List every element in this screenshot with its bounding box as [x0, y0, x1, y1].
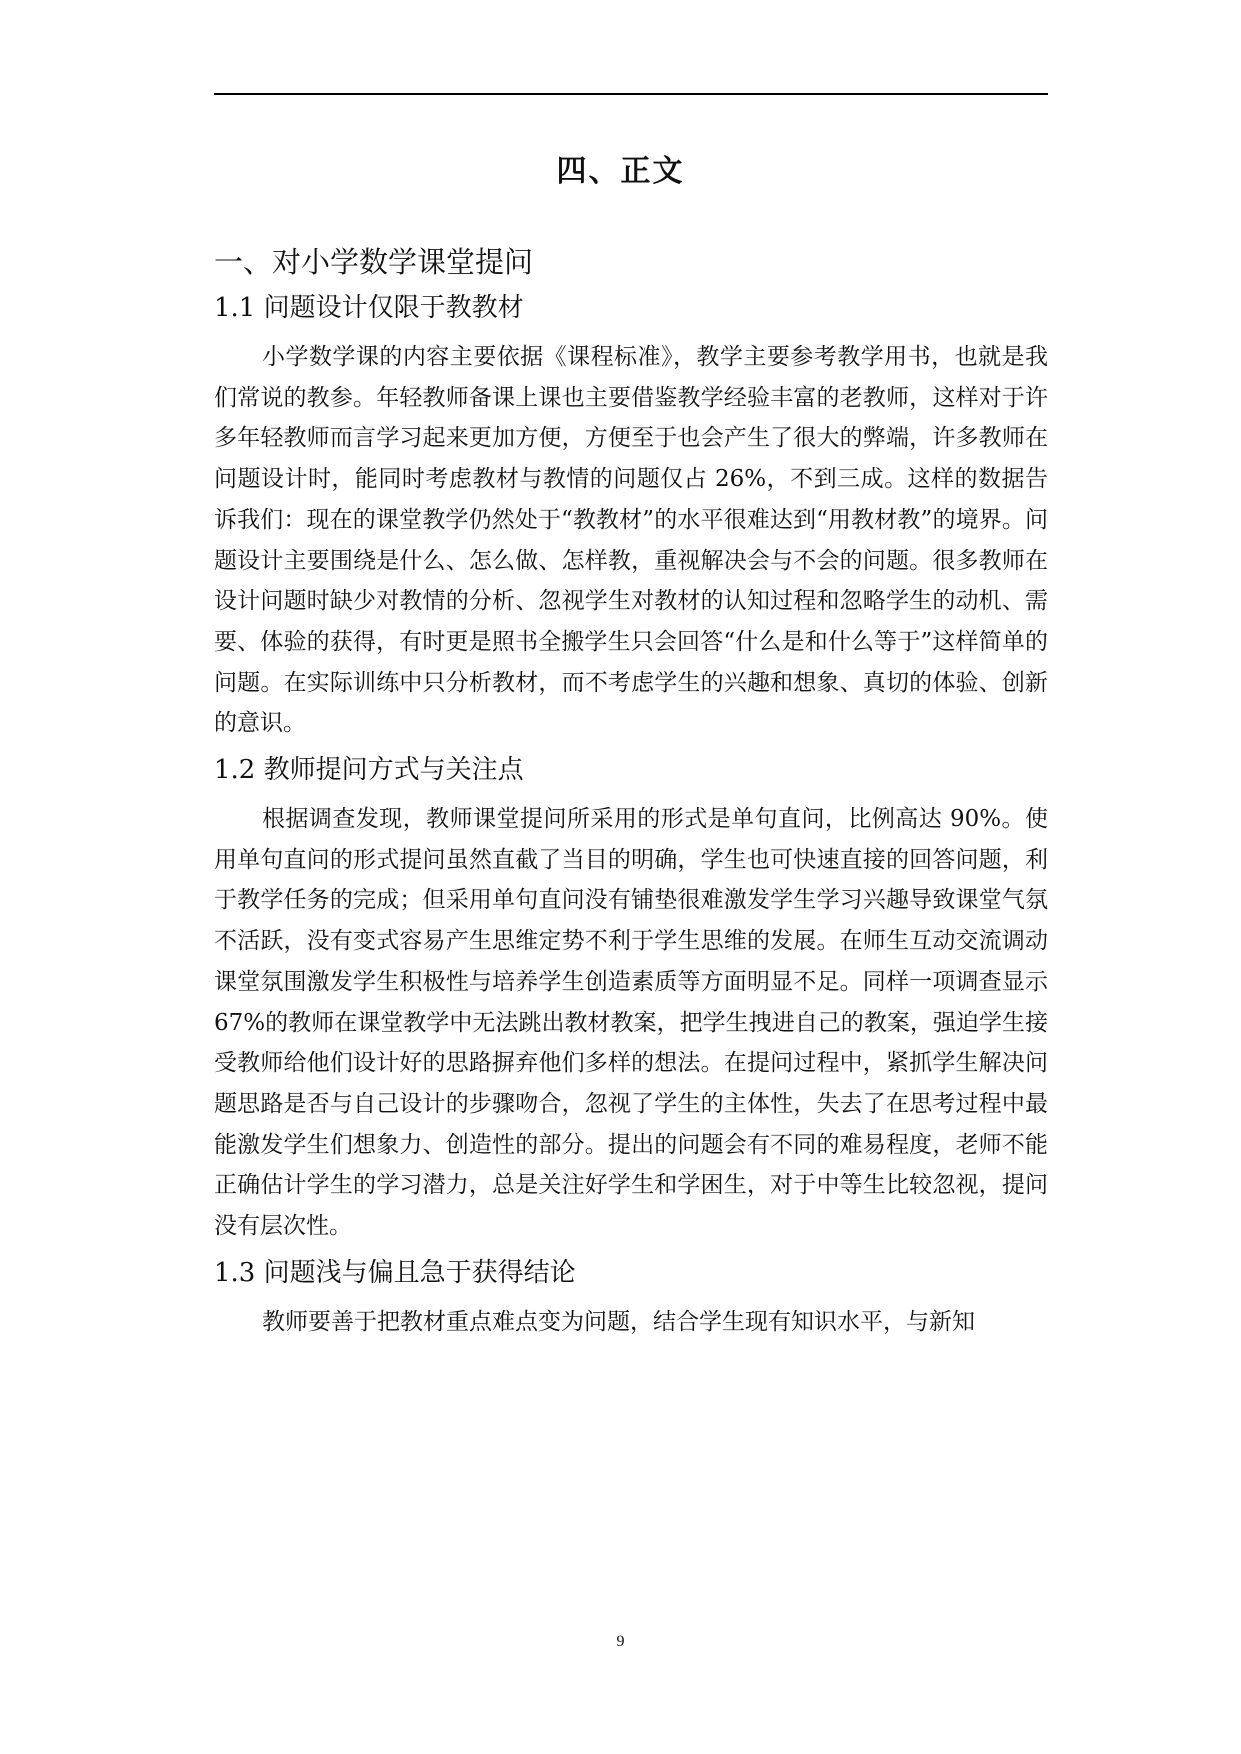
subsection-heading-1-2: 1.2 教师提问方式与关注点	[214, 755, 524, 786]
paragraph-1-3: 教师要善于把教材重点难点变为问题，结合学生现有知识水平，与新知	[262, 1308, 975, 1335]
header-rule	[214, 93, 1048, 95]
section-heading: 一、对小学数学课堂提问	[214, 245, 534, 279]
chapter-title: 四、正文	[556, 154, 685, 189]
paragraph-1-2: 根据调查发现，教师课堂提问所采用的形式是单句直问，比例高达 90%。使用单句直问的形式提问虽然直截了当目的明确，学生也可快速直接的回答问题，利于教学任务的完成；但采用单句直问没有铺垫很难激发学生学习兴趣导致课堂气氛不活跃，没有变式容易产生思维定势不利于学生思维的发展。在师生互动交流调动课堂氛围激发学生积极性与培养学生创造素质等方面明显不足。同样一项调查显示 67%的教师在课堂教学中无法跳出教材教案，把学生拽进自己的教案，强迫学生接受教师给他们设计好的思路摒弃他们多样的想法。在提问过程中，紧抓学生解决问题思路是否与自己设计的步骤吻合，忽视了学生的主体性，失去了在思考过程中最能激发学生们想象力、创造性的部分。提出的问题会有不同的难易程度，老师不能正确估计学生的学习潜力，总是关注好学生和学困生，对于中等生比较忽视，提问没有层次性。	[214, 806, 1048, 1240]
body-content	[214, 240, 1048, 1344]
subsection-heading-1-1: 1.1 问题设计仅限于教教材	[214, 293, 524, 323]
paragraph-1-1: 小学数学课的内容主要依据《课程标准》，教学主要参考教学用书，也就是我们常说的教参。年轻教师备课上课也主要借鉴教学经验丰富的老教师，这样对于许多年轻教师而言学习起来更加方便，方便至于也会产生了很大的弊端，许多教师在问题设计时，能同时考虑教材与教情的问题仅占 26%，不到三成。这样的数据告诉我们：现在的课堂教学仍然处于“教教材”的水平很难达到“用教材教”的境界。问题设计主要围绕是什么、怎么做、怎样教，重视解决会与不会的问题。很多教师在设计问题时缺少对教情的分析、忽视学生对教材的认知过程和忽略学生的动机、需要、体验的获得，有时更是照书全搬学生只会回答“什么是和什么等于”这样简单的问题。在实际训练中只分析教材，而不考虑学生的兴趣和想象、真切的体验、创新的意识。	[214, 344, 1048, 737]
page-number: 9	[616, 1633, 625, 1650]
subsection-heading-1-3: 1.3 问题浅与偏且急于获得结论	[214, 1257, 576, 1288]
